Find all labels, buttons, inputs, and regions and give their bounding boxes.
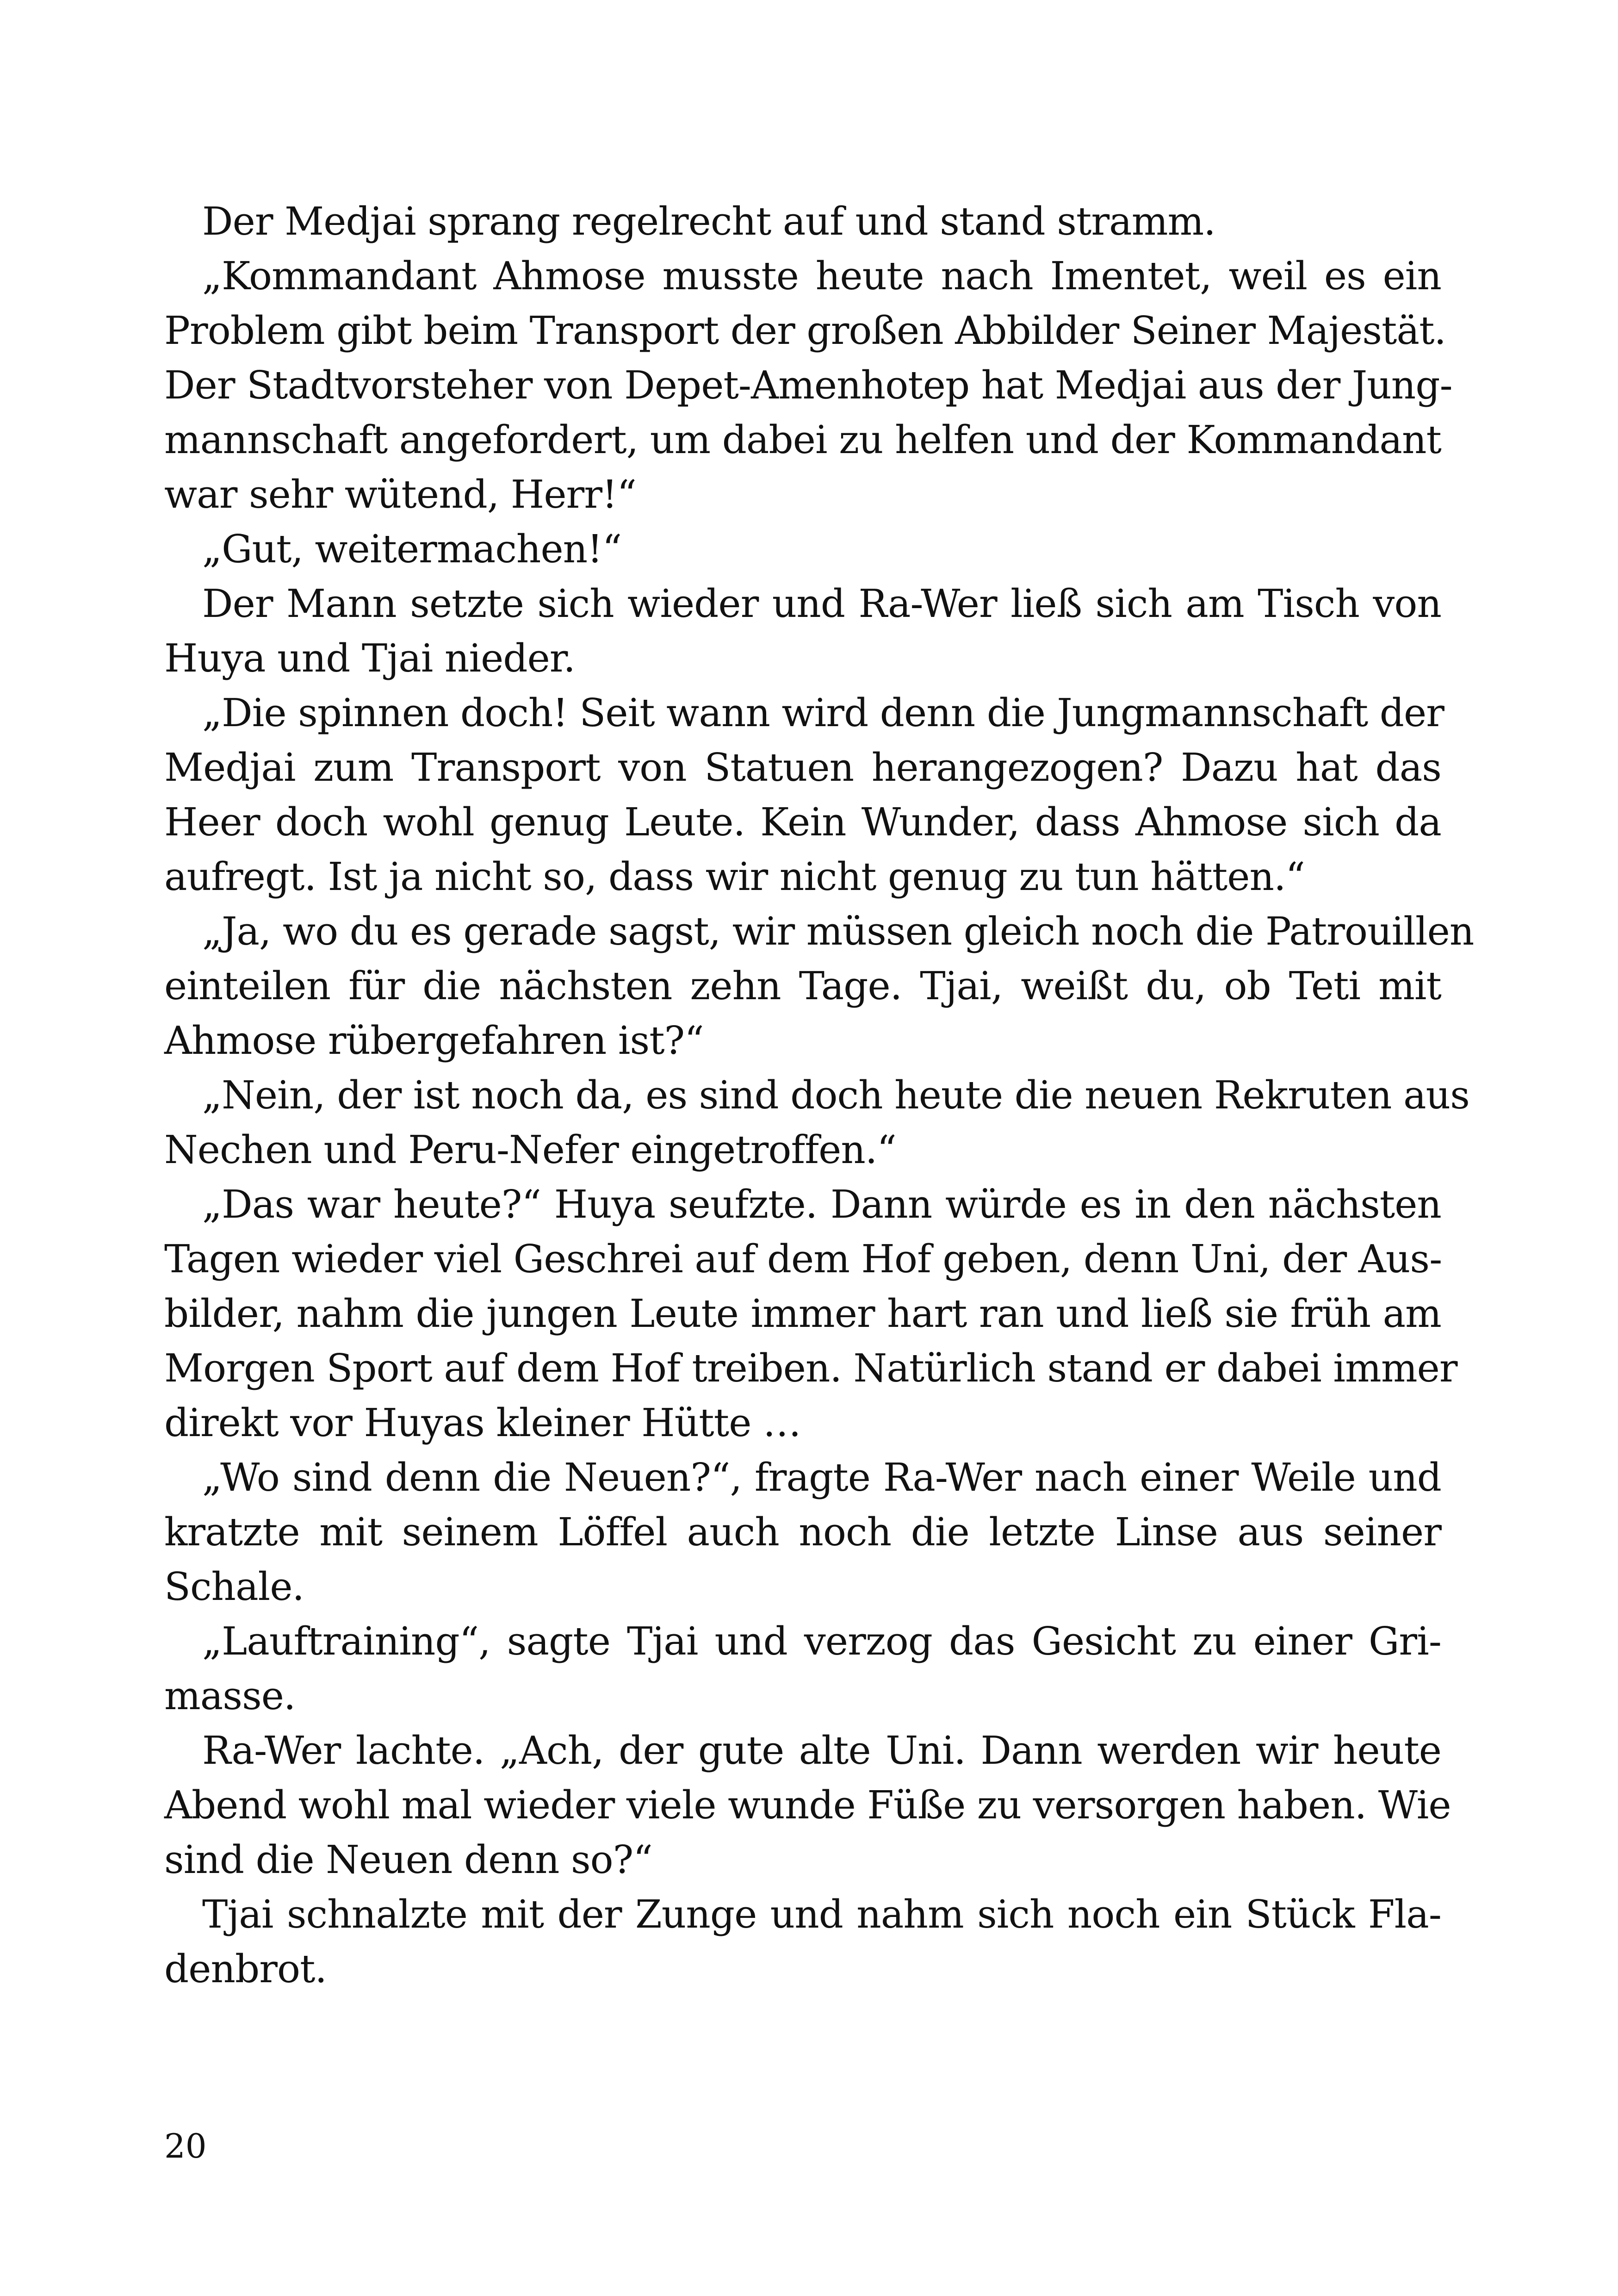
text-line: Ahmose rübergefahren ist?“ [164, 1018, 704, 1063]
text-line: masse. [164, 1674, 296, 1718]
text-line: „Nein, der ist noch da, es sind doch heute die neuen Rekruten aus [202, 1073, 1469, 1118]
text-line: einteilen für die nächsten zehn Tage. Tjai, weißt du, ob Teti mit [164, 964, 1441, 1008]
text-line: Tjai schnalzte mit der Zunge und nahm sich noch ein Stück Fla- [202, 1892, 1441, 1937]
text-line: „Das war heute?“ Huya seufzte. Dann würde es in den nächsten [202, 1182, 1441, 1227]
text-line: „Gut, weitermachen!“ [202, 527, 622, 572]
text-line: war sehr wütend, Herr!“ [164, 472, 637, 517]
text-line: Der Stadtvorsteher von Depet-Amenhotep hat Medjai aus der Jung- [164, 363, 1452, 408]
text-line: mannschaft angefordert, um dabei zu helfen und der Kommandant [164, 417, 1441, 462]
text-line: Ra-Wer lachte. „Ach, der gute alte Uni. Dann werden wir heute [202, 1728, 1441, 1773]
text-line: Schale. [164, 1564, 304, 1609]
text-line: Abend wohl mal wieder viele wunde Füße zu versorgen haben. Wie [164, 1783, 1451, 1828]
text-line: „Die spinnen doch! Seit wann wird denn die Jungmannschaft der [202, 691, 1444, 735]
text-line: aufregt. Ist ja nicht so, dass wir nicht genug zu tun hätten.“ [164, 854, 1305, 899]
text-line: sind die Neuen denn so?“ [164, 1837, 652, 1882]
page-number: 20 [164, 2127, 207, 2165]
text-line: „Lauftraining“, sagte Tjai und verzog das Gesicht zu einer Gri- [202, 1619, 1441, 1664]
text-line: Der Mann setzte sich wieder und Ra-Wer ließ sich am Tisch von [202, 581, 1441, 626]
text-line: Morgen Sport auf dem Hof treiben. Natürlich stand er dabei immer [164, 1346, 1457, 1391]
text-line: bilder, nahm die jungen Leute immer hart ran und ließ sie früh am [164, 1291, 1441, 1336]
text-line: Heer doch wohl genug Leute. Kein Wunder, dass Ahmose sich da [164, 800, 1441, 845]
text-line: denbrot. [164, 1947, 327, 1991]
text-line: Huya und Tjai nieder. [164, 636, 575, 681]
text-line: Der Medjai sprang regelrecht auf und stand stramm. [202, 199, 1215, 244]
text-line: Medjai zum Transport von Statuen herangezogen? Dazu hat das [164, 745, 1441, 790]
body-text [164, 194, 1474, 1997]
text-line: Tagen wieder viel Geschrei auf dem Hof geben, denn Uni, der Aus- [164, 1237, 1442, 1282]
text-line: „Wo sind denn die Neuen?“, fragte Ra-Wer nach einer Weile und [202, 1455, 1441, 1500]
text-line: direkt vor Huyas kleiner Hütte … [164, 1400, 801, 1445]
text-line: „Kommandant Ahmose musste heute nach Imentet, weil es ein [202, 254, 1441, 299]
text-line: Problem gibt beim Transport der großen Abbilder Seiner Majestät. [164, 308, 1446, 353]
text-line: „Ja, wo du es gerade sagst, wir müssen gleich noch die Patrouillen [202, 909, 1474, 954]
text-line: kratzte mit seinem Löffel auch noch die letzte Linse aus seiner [164, 1510, 1441, 1555]
text-line: Nechen und Peru-Nefer eingetroffen.“ [164, 1127, 896, 1172]
